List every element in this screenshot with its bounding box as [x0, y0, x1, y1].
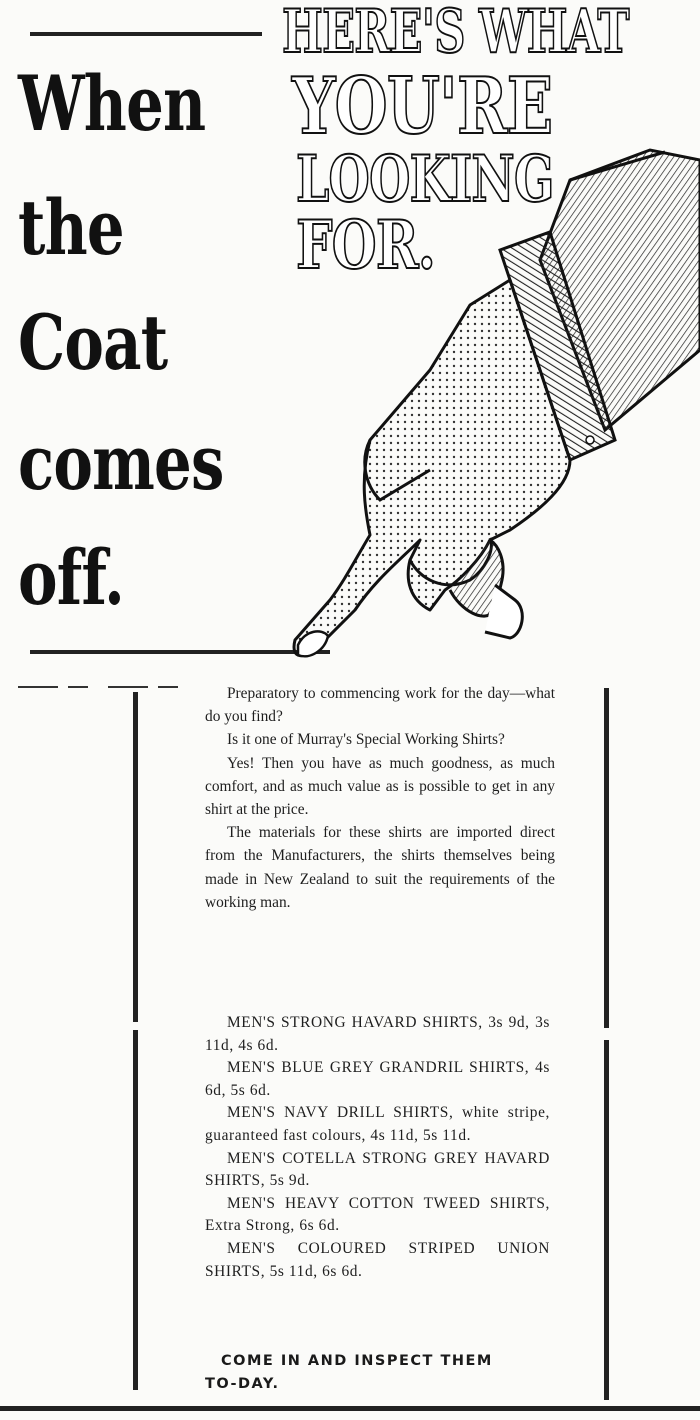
top-rule [30, 32, 262, 36]
price-item: MEN'S HEAVY COTTON TWEED SHIRTS, Extra Strong, 6s 6d. [205, 1194, 550, 1235]
price-item: MEN'S NAVY DRILL SHIRTS, white stripe, guaranteed fast colours, 4s 11d, 5s 11d. [205, 1104, 550, 1144]
call-to-action [205, 1350, 545, 1396]
price-list [205, 1012, 550, 1283]
side-word-comes: comes [18, 418, 224, 507]
right-column-border-upper [604, 688, 609, 1028]
price-item: MEN'S BLUE GREY GRANDRIL SHIRTS, 4s 6d, 5s 6d. [205, 1059, 550, 1099]
headline-line-1: HERE'S WHAT [282, 0, 629, 67]
bottom-rule [0, 1406, 700, 1411]
intro-paragraph: The materials for these shirts are imported direct from the Manufacturers, the shirts themselves being made in New Zealand to suit the requirements of the working man. [205, 824, 555, 911]
intro-paragraph: Yes! Then you have as much goodness, as much comfort, and as much value as is possible to get in any shirt at the price. [205, 754, 555, 819]
intro-paragraph: Preparatory to commencing work for the day—what do you find? [205, 685, 555, 726]
right-column-border-lower [604, 1040, 609, 1400]
headline-line-4: FOR. [296, 206, 435, 284]
dashed-rule [18, 686, 198, 688]
price-item: MEN'S COLOURED STRIPED UNION SHIRTS, 5s 11d, 6s 6d. [205, 1239, 550, 1280]
cta-line-1: COME IN AND INSPECT THEM [221, 1353, 493, 1369]
side-word-off: off. [18, 533, 124, 622]
headline-line-3: LOOKING [296, 142, 554, 217]
left-column-border-lower [133, 1030, 138, 1390]
price-item: MEN'S STRONG HAVARD SHIRTS, 3s 9d, 3s 11d, 4s 6d. [205, 1014, 550, 1054]
headline-line-2: YOU'RE [292, 61, 553, 152]
left-column-border-upper [133, 692, 138, 1022]
side-word-coat: Coat [18, 298, 168, 387]
intro-paragraph: Is it one of Murray's Special Working Shirts? [227, 731, 505, 749]
price-item: MEN'S COTELLA STRONG GREY HAVARD SHIRTS, 5s 9d. [205, 1149, 550, 1190]
side-word-the: the [18, 183, 124, 272]
cta-line-2: TO-DAY. [205, 1376, 280, 1392]
side-word-when: When [18, 59, 206, 148]
intro-text [205, 682, 555, 914]
pointing-hand-icon [270, 140, 700, 680]
